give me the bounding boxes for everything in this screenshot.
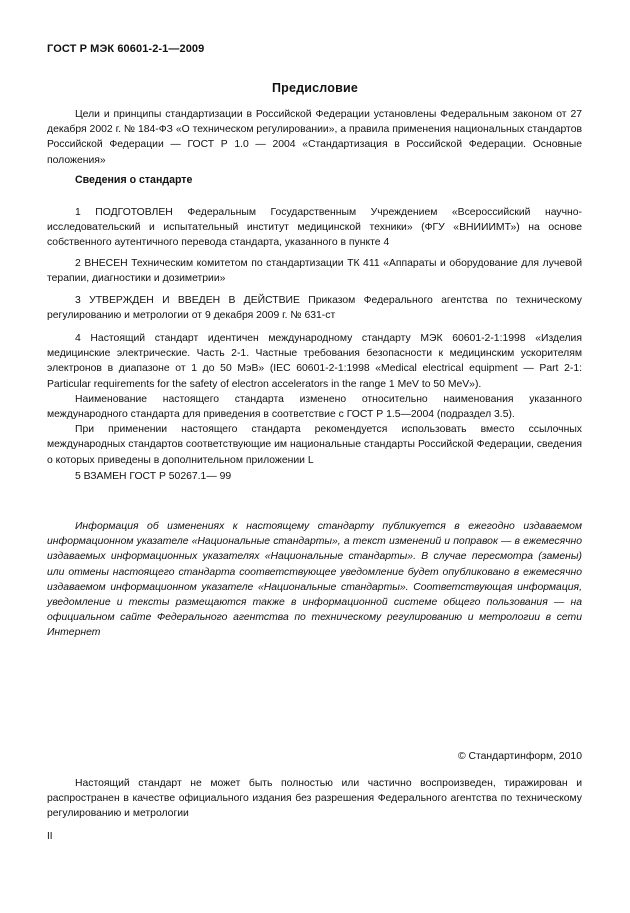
legal-text: Настоящий стандарт не может быть полностью или частично воспроизведен, тиражирован и распространен в качестве официального издания без разрешения Федерального агентства по техническому регулированию и метрологии (47, 778, 582, 820)
item-5-text: 5 ВЗАМЕН ГОСТ Р 50267.1— 99 (75, 471, 232, 482)
item-4-references-note: При применении настоящего стандарта рекомендуется использовать вместо ссылочных международных стандартов соответствующие им национальные стандарты Российской Федерации, сведения о которых приведены в дополнительном приложении L (47, 424, 582, 466)
info-item-2 (47, 256, 582, 286)
foreword-intro (47, 107, 582, 168)
notice-text: Информация об изменениях к настоящему стандарту публикуется в ежегодно издаваемом информационном указателе «Национальные стандарты», а текст изменений и поправок — в ежемесячно издаваемых информационных указателях «Национальные стандарты». В случае пересмотра (замены) или отмены настоящего стандарта соответствующее уведомление будет опубликовано в ежемесячно издаваемом информационном указателе «Национальные стандарты». Соответствующая информация, уведомление и тексты размещаются также в информационной системе общего пользования — на официальном сайте Федерального агентства по техническому регулированию и метрологии в сети Интернет (47, 521, 582, 639)
document-header: ГОСТ Р МЭК 60601-2-1—2009 (47, 43, 205, 55)
legal-notice (47, 776, 582, 822)
standard-info-heading: Сведения о стандарте (75, 174, 193, 186)
changes-notice (47, 519, 582, 641)
page-number: II (47, 831, 53, 842)
item-4-text: 4 Настоящий стандарт идентичен международному стандарту МЭК 60601-2-1:1998 «Изделия медицинские электрические. Часть 2-1. Частные требования безопасности к медицинским ускорителям электронов в диапазоне от 1 до 50 МэВ» (IEC 60601-2-1:1998 «Medical electrical equipment — Part 2-1: Particular requirements for the safety of electron accelerators in the range 1 MeV to 50 MeV»). (47, 333, 582, 390)
intro-paragraph: Цели и принципы стандартизации в Российской Федерации установлены Федеральным законом от 27 декабря 2002 г. № 184-ФЗ «О техническом регулировании», а правила применения национальных стандартов Российской Федерации — ГОСТ Р 1.0 — 2004 «Стандартизация в Российской Федерации. Основные положения» (47, 109, 582, 166)
info-item-4 (47, 331, 582, 468)
item-1-text: 1 ПОДГОТОВЛЕН Федеральным Государственным Учреждением «Всероссийский научно-исследовательский и испытательный институт медицинской техники» (ФГУ «ВНИИИМТ») на основе собственного аутентичного перевода стандарта, указанного в пункте 4 (47, 207, 582, 249)
item-2-text: 2 ВНЕСЕН Техническим комитетом по стандартизации ТК 411 «Аппараты и оборудование для лучевой терапии, диагностики и дозиметрии» (47, 258, 582, 285)
info-item-5 (47, 469, 582, 484)
item-4-rename-note: Наименование настоящего стандарта изменено относительно наименования указанного международного стандарта для приведения в соответствие с ГОСТ Р 1.5—2004 (подраздел 3.5). (47, 393, 582, 421)
foreword-title: Предисловие (271, 81, 359, 95)
info-item-1 (47, 205, 582, 251)
info-item-3 (47, 293, 582, 323)
copyright-line: © Стандартинформ, 2010 (457, 751, 582, 762)
item-3-text: 3 УТВЕРЖДЕН И ВВЕДЕН В ДЕЙСТВИЕ Приказом Федерального агентства по техническому регулированию и метрологии от 9 декабря 2009 г. № 631-ст (47, 295, 582, 322)
